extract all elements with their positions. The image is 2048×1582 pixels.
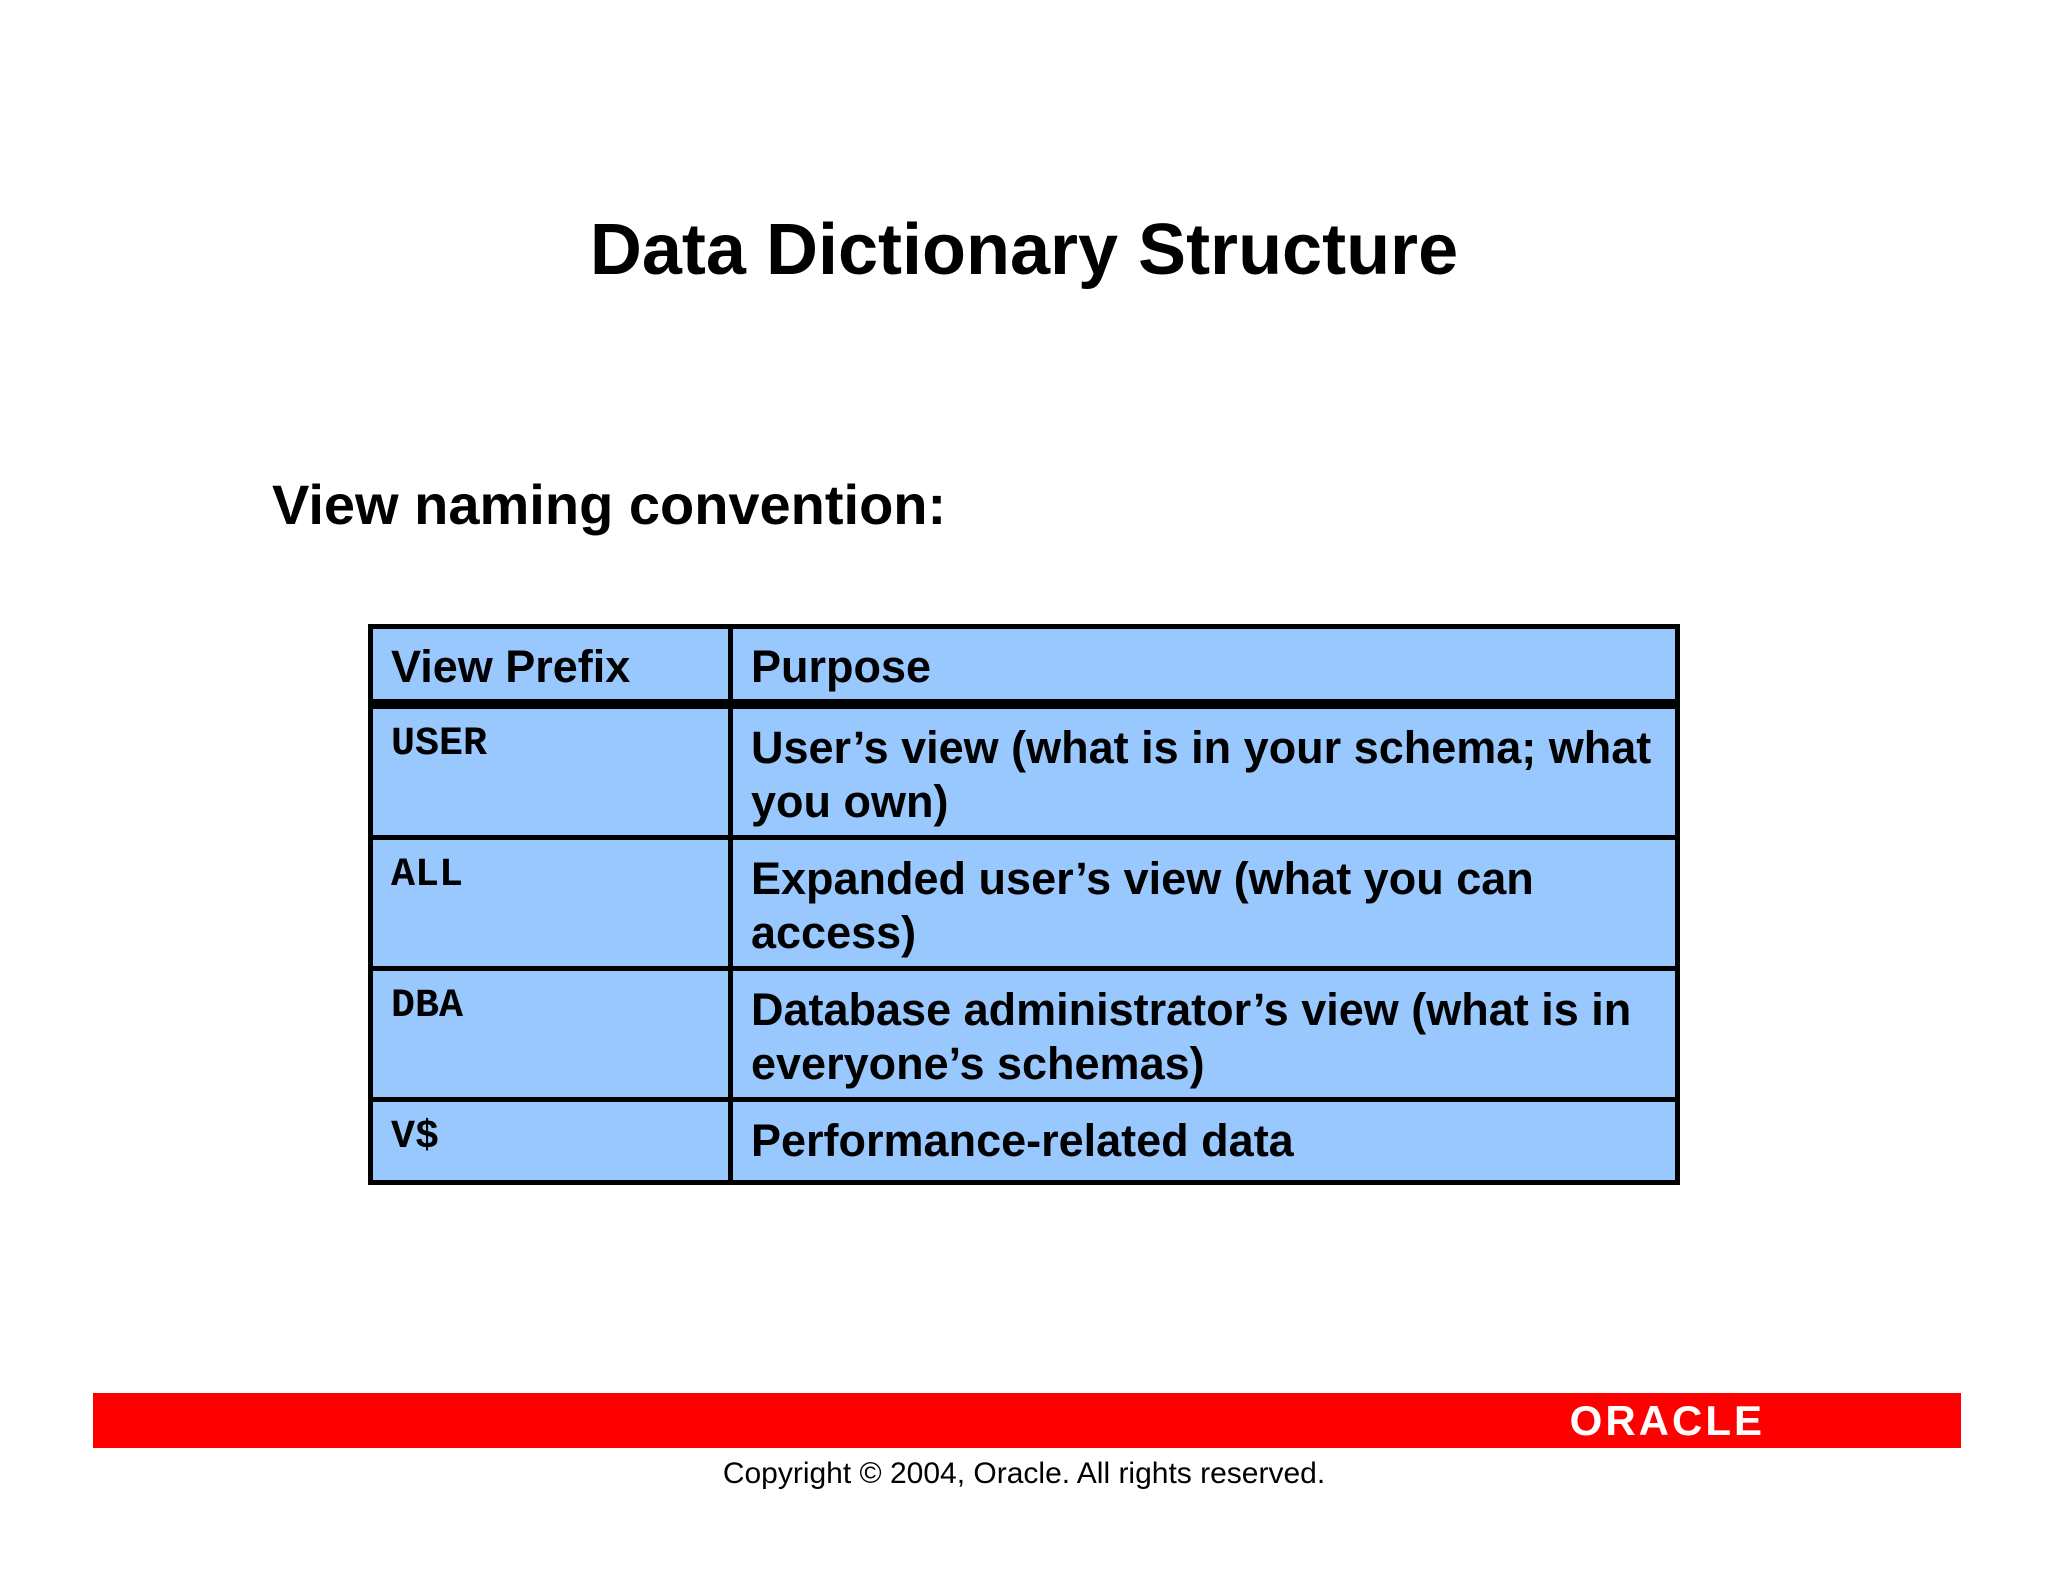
purpose-cell: Database administrator’s view (what is in everyone’s schemas) (731, 969, 1678, 1100)
prefix-cell: DBA (371, 969, 731, 1100)
table-row (371, 969, 1678, 1100)
header-purpose: Purpose (731, 627, 1678, 705)
slide-title: Data Dictionary Structure (589, 210, 1459, 290)
prefix-cell: ALL (371, 838, 731, 969)
footer-bar (93, 1393, 1961, 1448)
header-view-prefix: View Prefix (371, 627, 731, 705)
purpose-cell: Performance-related data (731, 1100, 1678, 1183)
table-row (371, 838, 1678, 969)
prefix-cell: V$ (371, 1100, 731, 1183)
purpose-cell: User’s view (what is in your schema; what you own) (731, 704, 1678, 838)
table-header-row (371, 627, 1678, 705)
table-row (371, 704, 1678, 838)
prefix-cell: USER (371, 704, 731, 838)
oracle-logo: ORACLE (1569, 1397, 1765, 1444)
section-subtitle: View naming convention: (272, 473, 947, 536)
table-row (371, 1100, 1678, 1183)
copyright-notice: Copyright © 2004, Oracle. All rights reserved. (722, 1457, 1326, 1490)
view-naming-table (368, 624, 1680, 1185)
purpose-cell: Expanded user’s view (what you can access) (731, 838, 1678, 969)
